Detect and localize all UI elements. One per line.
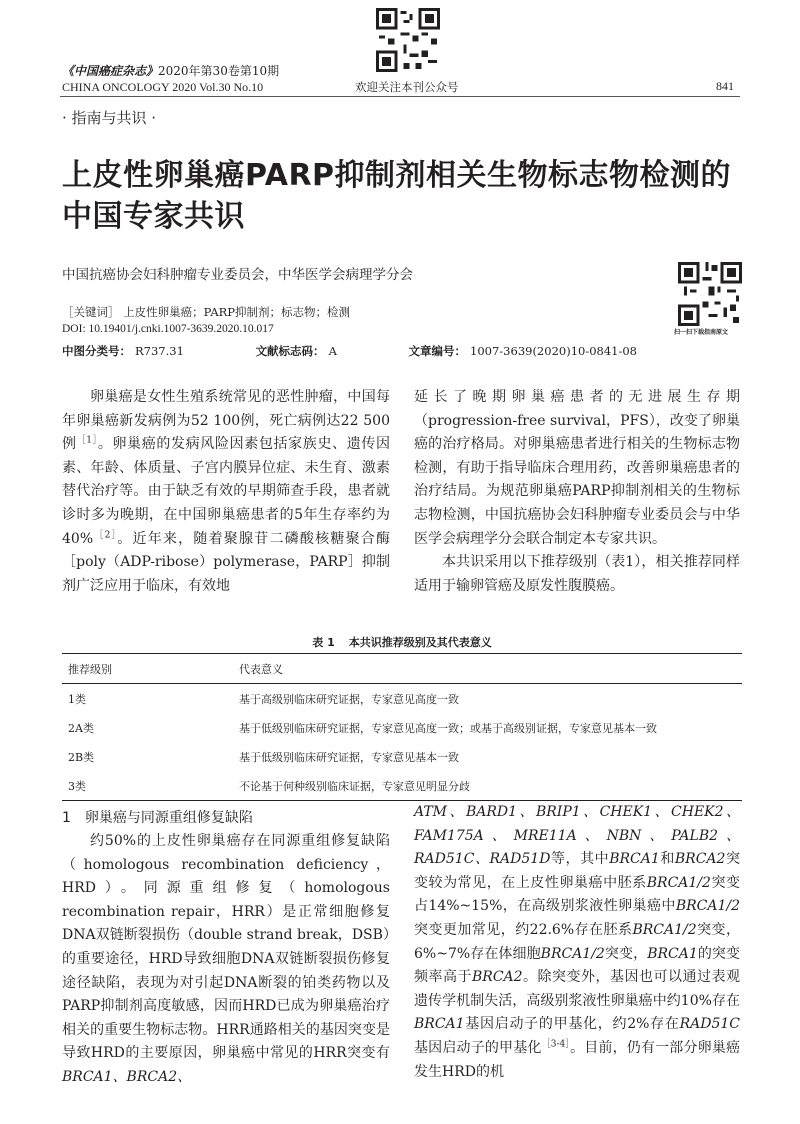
article-title: 上皮性卵巢癌PARP抑制剂相关生物标志物检测的中国专家共识 (62, 158, 732, 234)
gene-brca1: BRCA1 (414, 1016, 465, 1033)
gene-list-a: BRCA1、BRCA2、 (62, 1068, 192, 1085)
table-cell-meaning: 基于低级别临床研究证据，专家意见基本一致 (239, 750, 459, 764)
qr-caption: 扫一扫下载指南原文 (674, 329, 729, 336)
text-run: 。目前，仍有一部分卵巢癌发生HRD的机 (414, 1039, 741, 1080)
table-row (62, 742, 742, 771)
table-row (62, 684, 742, 714)
page-number: 841 (716, 79, 734, 93)
section1-left-column (62, 808, 390, 1090)
gene-brca1: BRCA1 (647, 945, 698, 962)
gene-brca2: BRCA2 (674, 851, 726, 868)
intro-paragraph-1 (62, 386, 390, 598)
gene-brca12: BRCA1/2 (675, 898, 740, 915)
intro-text-a: 卵巢癌是女性生殖系统常见的恶性肿瘤，中国每年卵巢癌新发病例为52 100例，死亡病例达22 500例 (62, 389, 390, 453)
section-tag: · 指南与共识 · (62, 109, 157, 127)
gene-brca12: BRCA1/2 (646, 874, 711, 891)
section1-paragraph-cont (414, 801, 740, 1084)
section1-paragraph (62, 830, 390, 1090)
gene-list-b: ATM、BARD1、BRIP1、CHEK1、CHEK2、FAM175A、MRE11A、NBN、PALB2、RAD51C、RAD51D (414, 804, 740, 868)
text-run: 等，其中 (550, 851, 610, 868)
intro-right-column (414, 386, 740, 598)
doc-code-label: 文献标志码： (255, 344, 325, 358)
table-caption (62, 634, 742, 650)
table-row (62, 713, 742, 742)
journal-name-cn: 《中国癌症杂志》 (62, 64, 159, 78)
text-run: 基因启动子的甲基化 (414, 1039, 542, 1056)
journal-name-en: CHINA ONCOLOGY 2020 Vol.30 No.10 (62, 80, 264, 94)
section1-text: 约50%的上皮性卵巢癌存在同源重组修复缺陷（homologous recombination deficiency，HRD）。同源重组修复（homologous recombination repair，HRR）是正常细胞修复DNA双链断裂损伤（double strand break，DSB）的重要途径，HRD导致细胞DNA双链断裂损伤修复途径缺陷，表现为对引起DNA断裂的铂类药物以及PARP抑制剂高度敏感，因而HRD已成为卵巢癌治疗相关的重要生物标志物。HRR通路相关的基因突变是导致HRD的主要原因，卵巢癌中常见的HRR突变有 (62, 833, 390, 1062)
recommendation-table (62, 653, 742, 801)
table-cell-level: 2A类 (68, 721, 94, 735)
table-caption-text: 本共识推荐级别及其代表意义 (348, 636, 492, 649)
gene-brca1: BRCA1 (609, 851, 660, 868)
table-header-row (62, 654, 742, 684)
text-run: 突变较为常见，在上皮性卵巢癌中胚系 (414, 851, 741, 891)
article-number-value: 1007-3639(2020)10-0841-08 (470, 344, 637, 358)
citation-2[interactable]: ［2］ (93, 529, 118, 540)
doc-code-value: A (328, 344, 337, 358)
table-row (62, 771, 742, 801)
header-rule (60, 96, 740, 97)
clc-label: 中图分类号： (62, 344, 131, 358)
gene-brca12: BRCA1/2 (540, 945, 605, 962)
text-run: 。除突变外，基因也可以通过表观遗传学机制失活，高级别浆液性卵巢癌中约10%存在 (414, 969, 741, 1009)
section1-right-column (414, 801, 740, 1084)
table-header-meaning: 代表意义 (239, 662, 283, 676)
text-run: 基因启动子的甲基化，约2%存在 (464, 1016, 680, 1033)
section1-heading: 1 卵巢癌与同源重组修复缺陷 (62, 810, 253, 826)
journal-issue-cn: 2020年第30卷第10期 (158, 64, 280, 78)
classification-line (62, 343, 705, 359)
citation-3-4[interactable]: ［3-4］ (541, 1039, 571, 1050)
table-cell-meaning: 基于低级别临床研究证据，专家意见高度一致；或基于高级别证据，专家意见基本一致 (239, 721, 657, 735)
article-number-label: 文章编号： (408, 344, 467, 358)
text-run: 突变占14%~15%，在高级别浆液性卵巢癌中 (414, 874, 741, 915)
text-run: 突变， (604, 945, 648, 962)
table-header-level: 推荐级别 (68, 662, 112, 676)
journal-header (62, 64, 279, 79)
table-number: 表 1 (312, 636, 335, 649)
qr-code-journal (376, 8, 440, 72)
text-run: 突变，6%~7%存在体细胞 (414, 921, 740, 962)
table-cell-level: 3类 (68, 779, 86, 793)
doi: DOI: 10.19401/j.cnki.1007-3639.2020.10.017 (62, 323, 274, 335)
table-cell-level: 2B类 (68, 750, 95, 764)
gene-rad51c: RAD51C (679, 1016, 740, 1033)
table-cell-meaning: 基于高级别临床研究证据，专家意见高度一致 (239, 692, 459, 706)
follow-text: 欢迎关注本刊公众号 (355, 80, 459, 94)
gene-brca12: BRCA1/2 (632, 921, 697, 938)
text-run: 和 (659, 851, 675, 868)
table-cell-meaning: 不论基于何种级别临床证据，专家意见明显分歧 (239, 779, 470, 793)
authors: 中国抗癌协会妇科肿瘤专业委员会，中华医学会病理学分会 (62, 267, 413, 283)
keywords: ［关键词］ 上皮性卵巢癌；PARP抑制剂；标志物；检测 (62, 305, 351, 319)
intro-text-c: 。近年来，随着聚腺苷二磷酸核糖聚合酶［poly（ADP-ribose）polymerase，PARP］抑制剂广泛应用于临床，有效地 (62, 530, 391, 594)
intro-paragraph-2: 本共识采用以下推荐级别（表1），相关推荐同样适用于输卵管癌及原发性腹膜癌。 (414, 554, 740, 594)
qr-code-guideline (678, 262, 742, 326)
intro-text-b: 。卵巢癌的发病风险因素包括家族史、遗传因素、年龄、体质量、子宫内膜异位症、未生育、激素替代治疗等。由于缺乏有效的早期筛查手段，患者就诊时多为晚期，在中国卵巢癌患者的5年生存率约为40% (62, 436, 391, 547)
gene-brca2: BRCA2 (472, 969, 523, 986)
text-run: 突变更加常见，约22.6%存在胚系 (414, 921, 633, 938)
intro-left-column (62, 386, 390, 598)
table-cell-level: 1类 (68, 692, 86, 706)
text-run: 的突变频率高于 (414, 945, 741, 986)
intro-paragraph-cont: 延长了晚期卵巢癌患者的无进展生存期（progression-free survival，PFS），改变了卵巢癌的治疗格局。对卵巢癌患者进行相关的生物标志物检测，有助于指导临床合理用药，改善卵巢癌患者的治疗结局。为规范卵巢癌PARP抑制剂相关的生物标志物检测，中国抗癌协会妇科肿瘤专业委员会与中华医学会病理学分会联合制定本专家共识。 (414, 389, 740, 547)
citation-1[interactable]: ［1］ (76, 435, 98, 446)
clc-value: R737.31 (135, 344, 184, 358)
